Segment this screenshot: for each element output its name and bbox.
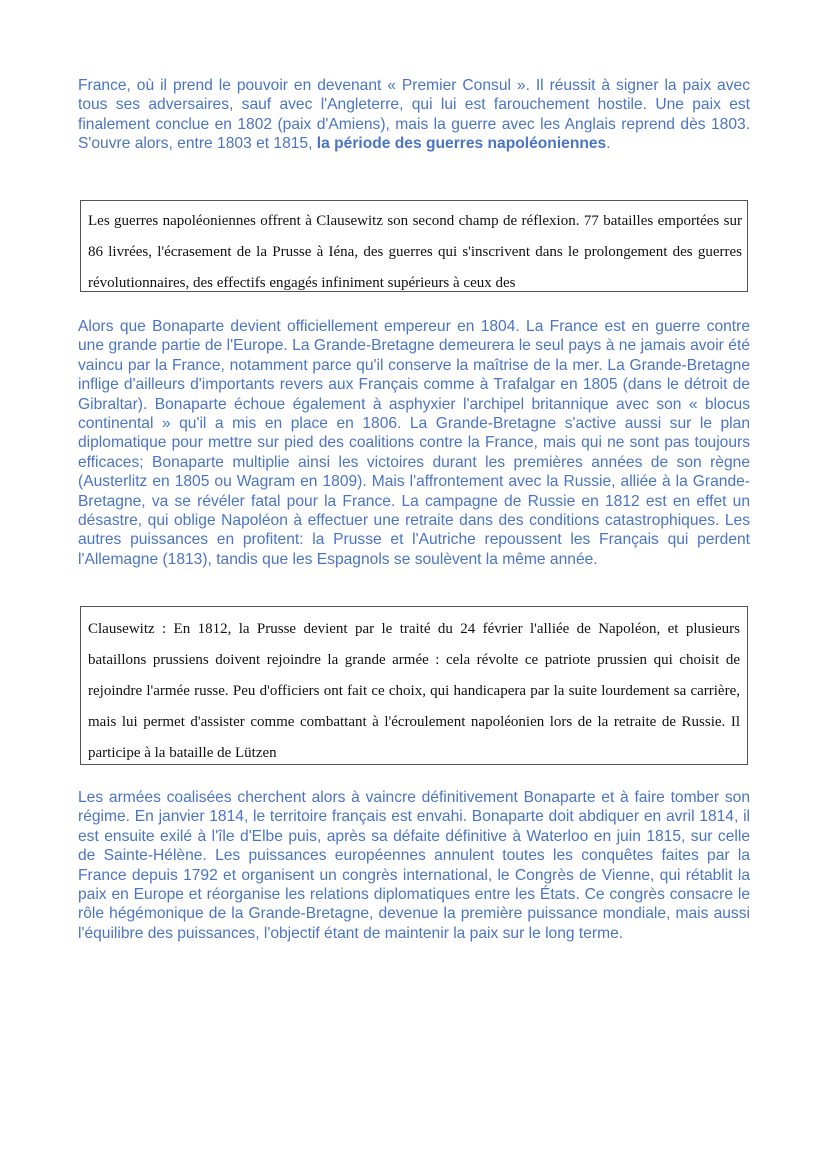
paragraph-empire: Alors que Bonaparte devient officiellement empereur en 1804. La France est en guerre contre une grande partie de l'Europe. La Grande-Bretagne demeurera le seul pays à ne jamais avoir été vaincu par la France, notamment parce qu'il conserve la maîtrise de la mer. La Grande-Bretagne inflige d'ailleurs d'importants revers aux Français comme à Trafalgar en 1805 (dans le détroit de Gibraltar). Bonaparte échoue également à asphyxier l'archipel britannique avec son « blocus continental » qu'il a mis en place en 1806. La Grande-Bretagne s'active aussi sur le plan diplomatique pour mettre sur pied des coalitions contre la France, mais qui ne sont pas toujours efficaces; Bonaparte multiplie ainsi les victoires durant les premières années de son règne (Austerlitz en 1805 ou Wagram en 1809). Mais l'affrontement avec la Russie, alliée à la Grande-Bretagne, va se révéler fatal pour la France. La campagne de Russie en 1812 est en effet un désastre, qui oblige Napoléon à effectuer une retraite dans des conditions catastrophiques. Les autres puissances en profitent: la Prusse et l'Autriche repoussent les Français qui perdent l'Allemagne (1813), tandis que les Espagnols se soulèvent la même année. xyxy=(78,318,750,568)
quote-text: Les guerres napoléoniennes offrent à Clausewitz son second champ de réflexion. 77 batailles emportées sur 86 livrées, l'écrasement de la Prusse à Iéna, des guerres qui s'inscrivent dans le prolongement des guerres révolutionnaires, des effectifs engagés infiniment supérieurs à ceux des xyxy=(88,213,742,291)
quote-box-guerres-napoleoniennes xyxy=(80,200,748,292)
paragraph-consulat-emphasis: la période des guerres napoléoniennes xyxy=(316,135,607,153)
quote-text: Clausewitz : En 1812, la Prusse devient par le traité du 24 février l'alliée de Napoléon, et plusieurs bataillons prussiens doivent rejoindre la grande armée : cela révolte ce patriote prussien qui choisit de rejoindre l'armée russe. Peu d'officiers ont fait ce choix, qui handicapera par la suite lourdement sa carrière, mais lui permet d'assister comme combattant à l'écroulement napoléonien lors de la retraite de Russie. Il participe à la bataille de Lützen xyxy=(88,621,740,761)
paragraph-consulat xyxy=(78,76,750,154)
paragraph-consulat-text: France, où il prend le pouvoir en devenant « Premier Consul ». Il réussit à signer la paix avec tous ses adversaires, sauf avec l'Angleterre, qui lui est farouchement hostile. Une paix est finalement conclue en 1802 (paix d'Amiens), mais la guerre avec les Anglais reprend dès 1803. S'ouvre alors, entre 1803 et 1815, xyxy=(78,77,750,153)
quote-box-clausewitz-1812 xyxy=(80,606,748,765)
paragraph-consulat-tail: . xyxy=(606,135,611,153)
paragraph-congres-de-vienne: Les armées coalisées cherchent alors à vaincre définitivement Bonaparte et à faire tomber son régime. En janvier 1814, le territoire français est envahi. Bonaparte doit abdiquer en avril 1814, il est ensuite exilé à l'île d'Elbe puis, après sa défaite définitive à Waterloo en juin 1815, sur celle de Sainte-Hélène. Les puissances européennes annulent toutes les conquêtes faites par la France depuis 1792 et organisent un congrès international, le Congrès de Vienne, qui rétablit la paix en Europe et réorganise les relations diplomatiques entre les États. Ce congrès consacre le rôle hégémonique de la Grande-Bretagne, devenue la première puissance mondiale, mais aussi l'équilibre des puissances, l'objectif étant de maintenir la paix sur le long terme. xyxy=(78,789,750,942)
